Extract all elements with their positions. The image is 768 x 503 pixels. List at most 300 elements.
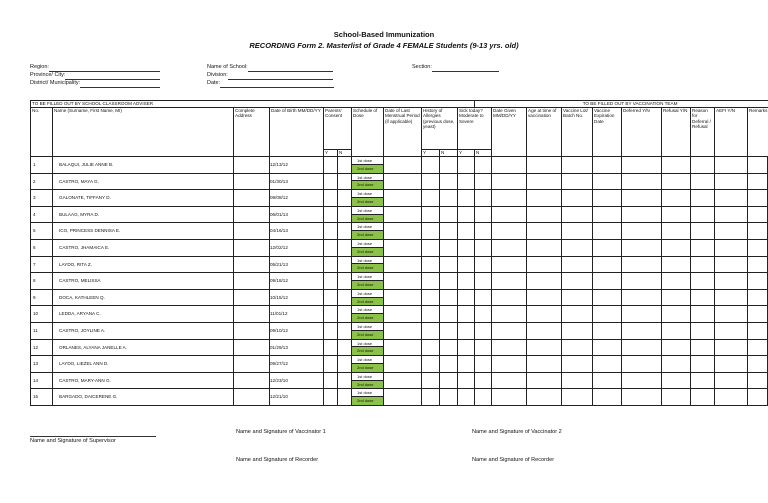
remarks-cell[interactable] <box>748 356 768 373</box>
expiry-cell[interactable] <box>593 372 622 389</box>
menstrual-cell[interactable] <box>384 157 422 174</box>
district-field[interactable] <box>30 79 160 88</box>
reason-cell[interactable] <box>691 273 715 290</box>
date-given-cell[interactable] <box>492 306 527 323</box>
date-field[interactable] <box>207 79 334 88</box>
date-given-cell[interactable] <box>492 289 527 306</box>
sick-yes-cell[interactable] <box>458 256 475 273</box>
consent-no-cell[interactable] <box>338 389 352 406</box>
consent-no-cell[interactable] <box>338 273 352 290</box>
sick-yes-cell[interactable] <box>458 223 475 240</box>
reason-cell[interactable] <box>691 372 715 389</box>
sick-yes: Y <box>458 150 475 157</box>
allergies-yes-cell[interactable] <box>422 322 440 339</box>
table-row <box>31 389 768 406</box>
sick-no-cell[interactable] <box>475 372 492 389</box>
consent-yes-cell[interactable] <box>324 356 338 373</box>
expiry-cell[interactable] <box>593 356 622 373</box>
sick-no-cell[interactable] <box>475 306 492 323</box>
allergies-yes-cell[interactable] <box>422 206 440 223</box>
student-name: CASTRO, MELISSA <box>53 273 234 290</box>
reason-cell[interactable] <box>691 356 715 373</box>
address-cell[interactable] <box>234 157 270 174</box>
lot-cell[interactable] <box>562 356 593 373</box>
division-label: Division: <box>207 72 228 78</box>
sick-no-cell[interactable] <box>475 190 492 207</box>
consent-yes-cell[interactable] <box>324 389 338 406</box>
reason-cell[interactable] <box>691 289 715 306</box>
age-cell[interactable] <box>527 206 562 223</box>
address-cell[interactable] <box>234 339 270 356</box>
address-cell[interactable] <box>234 273 270 290</box>
refusal-cell[interactable] <box>662 190 691 207</box>
lot-cell[interactable] <box>562 223 593 240</box>
allergies-yes-cell[interactable] <box>422 223 440 240</box>
refusal-cell[interactable] <box>662 206 691 223</box>
address-cell[interactable] <box>234 322 270 339</box>
remarks-cell[interactable] <box>748 339 768 356</box>
sick-no-cell[interactable] <box>475 322 492 339</box>
table-row <box>31 372 768 389</box>
allergies-no-cell[interactable] <box>440 322 458 339</box>
menstrual-cell[interactable] <box>384 356 422 373</box>
menstrual-cell[interactable] <box>384 239 422 256</box>
sick-yes-cell[interactable] <box>458 372 475 389</box>
aefi-cell[interactable] <box>715 256 748 273</box>
address-cell[interactable] <box>234 190 270 207</box>
deferred-cell[interactable] <box>622 289 662 306</box>
refusal-cell[interactable] <box>662 306 691 323</box>
allergies-no-cell[interactable] <box>440 223 458 240</box>
birthdate-cell: 12/13/12 <box>270 157 324 174</box>
reason-cell[interactable] <box>691 190 715 207</box>
lot-cell[interactable] <box>562 322 593 339</box>
expiry-cell[interactable] <box>593 389 622 406</box>
row-number: 9 <box>31 289 53 306</box>
age-cell[interactable] <box>527 389 562 406</box>
menstrual-cell[interactable] <box>384 206 422 223</box>
address-cell[interactable] <box>234 289 270 306</box>
masterlist-table <box>30 100 768 406</box>
table-row <box>31 289 768 306</box>
deferred-cell[interactable] <box>622 389 662 406</box>
consent-no-cell[interactable] <box>338 372 352 389</box>
region-label: Region: <box>30 64 49 70</box>
reason-cell[interactable] <box>691 306 715 323</box>
age-cell[interactable] <box>527 239 562 256</box>
consent-yes-cell[interactable] <box>324 339 338 356</box>
deferred-cell[interactable] <box>622 322 662 339</box>
aefi-cell[interactable] <box>715 306 748 323</box>
allergies-no-cell[interactable] <box>440 289 458 306</box>
remarks-cell[interactable] <box>748 206 768 223</box>
aefi-cell[interactable] <box>715 372 748 389</box>
date-given-cell[interactable] <box>492 322 527 339</box>
consent-no-cell[interactable] <box>338 173 352 190</box>
reason-cell[interactable] <box>691 339 715 356</box>
table-row <box>31 256 768 273</box>
remarks-cell[interactable] <box>748 256 768 273</box>
date-given-cell[interactable] <box>492 157 527 174</box>
sick-yes-cell[interactable] <box>458 306 475 323</box>
refusal-cell[interactable] <box>662 339 691 356</box>
aefi-cell[interactable] <box>715 389 748 406</box>
date-given-cell[interactable] <box>492 356 527 373</box>
lot-cell[interactable] <box>562 339 593 356</box>
consent-no-cell[interactable] <box>338 306 352 323</box>
consent-yes-cell[interactable] <box>324 322 338 339</box>
deferred-cell[interactable] <box>622 256 662 273</box>
lot-cell[interactable] <box>562 372 593 389</box>
allergies-no-cell[interactable] <box>440 356 458 373</box>
menstrual-cell[interactable] <box>384 322 422 339</box>
age-cell[interactable] <box>527 322 562 339</box>
aefi-cell[interactable] <box>715 173 748 190</box>
refusal-cell[interactable] <box>662 372 691 389</box>
menstrual-cell[interactable] <box>384 256 422 273</box>
lot-cell[interactable] <box>562 157 593 174</box>
refusal-cell[interactable] <box>662 356 691 373</box>
row-number: 8 <box>31 273 53 290</box>
age-cell[interactable] <box>527 339 562 356</box>
sick-yes-cell[interactable] <box>458 339 475 356</box>
col-deferred: Deferred Y/N <box>622 108 662 157</box>
second-dose-label: 2nd dose <box>352 397 383 405</box>
vaccination-team-band: TO BE FILLED OUT BY VACCINATION TEAM <box>475 101 768 108</box>
refusal-cell[interactable] <box>662 256 691 273</box>
birthdate-cell: 06/01/13 <box>270 206 324 223</box>
consent-yes-cell[interactable] <box>324 223 338 240</box>
expiry-cell[interactable] <box>593 322 622 339</box>
remarks-cell[interactable] <box>748 322 768 339</box>
first-dose-label: 1st dose <box>352 190 383 198</box>
allergies-no-cell[interactable] <box>440 206 458 223</box>
sick-yes-cell[interactable] <box>458 389 475 406</box>
section-label: Section: <box>412 64 432 70</box>
reason-cell[interactable] <box>691 389 715 406</box>
lot-cell[interactable] <box>562 190 593 207</box>
dose-schedule-cell <box>352 306 384 323</box>
second-dose-label: 2nd dose <box>352 314 383 322</box>
row-number: 5 <box>31 223 53 240</box>
age-cell[interactable] <box>527 173 562 190</box>
deferred-cell[interactable] <box>622 157 662 174</box>
consent-yes-cell[interactable] <box>324 289 338 306</box>
student-name: LAYDO, RITA Z. <box>53 256 234 273</box>
sick-yes-cell[interactable] <box>458 190 475 207</box>
date-given-cell[interactable] <box>492 339 527 356</box>
address-cell[interactable] <box>234 356 270 373</box>
table-row <box>31 190 768 207</box>
sick-no-cell[interactable] <box>475 157 492 174</box>
deferred-cell[interactable] <box>622 190 662 207</box>
student-name: CASTRO, JOYLINE A. <box>53 322 234 339</box>
sick-no-cell[interactable] <box>475 206 492 223</box>
aefi-cell[interactable] <box>715 223 748 240</box>
allergies-no-cell[interactable] <box>440 372 458 389</box>
lot-cell[interactable] <box>562 306 593 323</box>
allergies-yes-cell[interactable] <box>422 306 440 323</box>
col-reason: Reason for Deferral / Refusal <box>691 108 715 157</box>
deferred-cell[interactable] <box>622 339 662 356</box>
aefi-cell[interactable] <box>715 322 748 339</box>
row-number: 15 <box>31 389 53 406</box>
menstrual-cell[interactable] <box>384 372 422 389</box>
col-expiry: Vaccine Expiration Date <box>593 108 622 157</box>
allergies-no-cell[interactable] <box>440 339 458 356</box>
sick-no: N <box>475 150 492 157</box>
col-allergies: History of Allergies (previous dose, yeast) <box>422 108 458 150</box>
allergies-no-cell[interactable] <box>440 273 458 290</box>
sick-no-cell[interactable] <box>475 289 492 306</box>
allergies-yes-cell[interactable] <box>422 389 440 406</box>
col-menstrual: Date of Last Menstrual Period (if applicable) <box>384 108 422 157</box>
expiry-cell[interactable] <box>593 223 622 240</box>
supervisor-sig-line[interactable] <box>30 436 156 437</box>
consent-yes-cell[interactable] <box>324 256 338 273</box>
lot-cell[interactable] <box>562 273 593 290</box>
age-cell[interactable] <box>527 289 562 306</box>
age-cell[interactable] <box>527 356 562 373</box>
allergies-no-cell[interactable] <box>440 256 458 273</box>
reason-cell[interactable] <box>691 256 715 273</box>
lot-cell[interactable] <box>562 289 593 306</box>
reason-cell[interactable] <box>691 206 715 223</box>
sick-no-cell[interactable] <box>475 273 492 290</box>
consent-yes-cell[interactable] <box>324 239 338 256</box>
date-given-cell[interactable] <box>492 372 527 389</box>
aefi-cell[interactable] <box>715 273 748 290</box>
deferred-cell[interactable] <box>622 239 662 256</box>
age-cell[interactable] <box>527 273 562 290</box>
deferred-cell[interactable] <box>622 273 662 290</box>
date-given-cell[interactable] <box>492 389 527 406</box>
reason-cell[interactable] <box>691 173 715 190</box>
consent-no-cell[interactable] <box>338 239 352 256</box>
menstrual-cell[interactable] <box>384 273 422 290</box>
remarks-cell[interactable] <box>748 157 768 174</box>
remarks-cell[interactable] <box>748 190 768 207</box>
consent-no-cell[interactable] <box>338 223 352 240</box>
expiry-cell[interactable] <box>593 306 622 323</box>
reason-cell[interactable] <box>691 157 715 174</box>
aefi-cell[interactable] <box>715 206 748 223</box>
allergies-yes-cell[interactable] <box>422 289 440 306</box>
date-given-cell[interactable] <box>492 239 527 256</box>
refusal-cell[interactable] <box>662 273 691 290</box>
remarks-cell[interactable] <box>748 289 768 306</box>
lot-cell[interactable] <box>562 206 593 223</box>
deferred-cell[interactable] <box>622 206 662 223</box>
section-input-line[interactable] <box>432 65 499 72</box>
allergies-no-cell[interactable] <box>440 306 458 323</box>
sick-no-cell[interactable] <box>475 389 492 406</box>
consent-no-cell[interactable] <box>338 190 352 207</box>
sick-yes-cell[interactable] <box>458 206 475 223</box>
address-cell[interactable] <box>234 173 270 190</box>
remarks-cell[interactable] <box>748 389 768 406</box>
age-cell[interactable] <box>527 306 562 323</box>
allergies-yes-cell[interactable] <box>422 190 440 207</box>
allergies-yes-cell[interactable] <box>422 239 440 256</box>
remarks-cell[interactable] <box>748 306 768 323</box>
allergies-no-cell[interactable] <box>440 190 458 207</box>
aefi-cell[interactable] <box>715 339 748 356</box>
expiry-cell[interactable] <box>593 256 622 273</box>
expiry-cell[interactable] <box>593 173 622 190</box>
menstrual-cell[interactable] <box>384 339 422 356</box>
consent-no: N <box>338 150 352 157</box>
aefi-cell[interactable] <box>715 239 748 256</box>
expiry-cell[interactable] <box>593 157 622 174</box>
date-given-cell[interactable] <box>492 206 527 223</box>
age-cell[interactable] <box>527 256 562 273</box>
date-given-cell[interactable] <box>492 173 527 190</box>
menstrual-cell[interactable] <box>384 306 422 323</box>
sick-yes-cell[interactable] <box>458 289 475 306</box>
refusal-cell[interactable] <box>662 173 691 190</box>
consent-no-cell[interactable] <box>338 339 352 356</box>
reason-cell[interactable] <box>691 322 715 339</box>
allergies-yes-cell[interactable] <box>422 173 440 190</box>
age-cell[interactable] <box>527 190 562 207</box>
date-given-cell[interactable] <box>492 223 527 240</box>
consent-yes-cell[interactable] <box>324 157 338 174</box>
sick-no-cell[interactable] <box>475 239 492 256</box>
remarks-cell[interactable] <box>748 223 768 240</box>
district-input-line[interactable] <box>80 81 160 88</box>
section-field[interactable] <box>412 63 499 72</box>
sick-no-cell[interactable] <box>475 223 492 240</box>
date-given-cell[interactable] <box>492 256 527 273</box>
address-cell[interactable] <box>234 389 270 406</box>
refusal-cell[interactable] <box>662 157 691 174</box>
menstrual-cell[interactable] <box>384 389 422 406</box>
allergies-yes-cell[interactable] <box>422 256 440 273</box>
sick-no-cell[interactable] <box>475 173 492 190</box>
allergies-yes-cell[interactable] <box>422 339 440 356</box>
refusal-cell[interactable] <box>662 223 691 240</box>
consent-yes-cell[interactable] <box>324 190 338 207</box>
remarks-cell[interactable] <box>748 372 768 389</box>
consent-yes-cell[interactable] <box>324 173 338 190</box>
consent-no-cell[interactable] <box>338 206 352 223</box>
remarks-cell[interactable] <box>748 273 768 290</box>
consent-yes-cell[interactable] <box>324 372 338 389</box>
deferred-cell[interactable] <box>622 223 662 240</box>
expiry-cell[interactable] <box>593 190 622 207</box>
lot-cell[interactable] <box>562 239 593 256</box>
reason-cell[interactable] <box>691 239 715 256</box>
consent-no-cell[interactable] <box>338 256 352 273</box>
allergies-yes-cell[interactable] <box>422 356 440 373</box>
remarks-cell[interactable] <box>748 239 768 256</box>
sick-yes-cell[interactable] <box>458 273 475 290</box>
table-row <box>31 157 768 174</box>
refusal-cell[interactable] <box>662 322 691 339</box>
expiry-cell[interactable] <box>593 239 622 256</box>
address-cell[interactable] <box>234 306 270 323</box>
remarks-cell[interactable] <box>748 173 768 190</box>
allergies-no-cell[interactable] <box>440 389 458 406</box>
aefi-cell[interactable] <box>715 157 748 174</box>
address-cell[interactable] <box>234 206 270 223</box>
date-label: Date: <box>207 80 221 86</box>
reason-cell[interactable] <box>691 223 715 240</box>
birthdate-cell: 04/16/13 <box>270 223 324 240</box>
allergies-no-cell[interactable] <box>440 173 458 190</box>
date-input-line[interactable] <box>220 81 334 88</box>
consent-yes-cell[interactable] <box>324 273 338 290</box>
sick-yes-cell[interactable] <box>458 173 475 190</box>
sick-yes-cell[interactable] <box>458 322 475 339</box>
birthdate-cell: 11/01/12 <box>270 306 324 323</box>
menstrual-cell[interactable] <box>384 173 422 190</box>
aefi-cell[interactable] <box>715 289 748 306</box>
lot-cell[interactable] <box>562 389 593 406</box>
consent-no-cell[interactable] <box>338 157 352 174</box>
menstrual-cell[interactable] <box>384 223 422 240</box>
refusal-cell[interactable] <box>662 289 691 306</box>
sick-no-cell[interactable] <box>475 356 492 373</box>
allergies-yes-cell[interactable] <box>422 273 440 290</box>
consent-yes-cell[interactable] <box>324 206 338 223</box>
allergies-no-cell[interactable] <box>440 239 458 256</box>
address-cell[interactable] <box>234 372 270 389</box>
consent-no-cell[interactable] <box>338 322 352 339</box>
table-row <box>31 173 768 190</box>
consent-yes-cell[interactable] <box>324 306 338 323</box>
aefi-cell[interactable] <box>715 190 748 207</box>
address-cell[interactable] <box>234 223 270 240</box>
date-given-cell[interactable] <box>492 273 527 290</box>
sick-no-cell[interactable] <box>475 339 492 356</box>
allergies-yes-cell[interactable] <box>422 157 440 174</box>
address-cell[interactable] <box>234 239 270 256</box>
expiry-cell[interactable] <box>593 289 622 306</box>
consent-no-cell[interactable] <box>338 356 352 373</box>
date-given-cell[interactable] <box>492 190 527 207</box>
deferred-cell[interactable] <box>622 372 662 389</box>
menstrual-cell[interactable] <box>384 190 422 207</box>
age-cell[interactable] <box>527 223 562 240</box>
student-rows <box>31 157 768 406</box>
expiry-cell[interactable] <box>593 339 622 356</box>
lot-cell[interactable] <box>562 256 593 273</box>
sick-yes-cell[interactable] <box>458 356 475 373</box>
allergies-yes-cell[interactable] <box>422 372 440 389</box>
sick-no-cell[interactable] <box>475 256 492 273</box>
deferred-cell[interactable] <box>622 356 662 373</box>
menstrual-cell[interactable] <box>384 289 422 306</box>
consent-no-cell[interactable] <box>338 289 352 306</box>
age-cell[interactable] <box>527 157 562 174</box>
aefi-cell[interactable] <box>715 356 748 373</box>
first-dose-label: 1st dose <box>352 240 383 248</box>
sick-yes-cell[interactable] <box>458 157 475 174</box>
sick-yes-cell[interactable] <box>458 239 475 256</box>
refusal-cell[interactable] <box>662 389 691 406</box>
address-cell[interactable] <box>234 256 270 273</box>
deferred-cell[interactable] <box>622 173 662 190</box>
expiry-cell[interactable] <box>593 206 622 223</box>
expiry-cell[interactable] <box>593 273 622 290</box>
lot-cell[interactable] <box>562 173 593 190</box>
deferred-cell[interactable] <box>622 306 662 323</box>
allergies-no-cell[interactable] <box>440 157 458 174</box>
refusal-cell[interactable] <box>662 239 691 256</box>
age-cell[interactable] <box>527 372 562 389</box>
